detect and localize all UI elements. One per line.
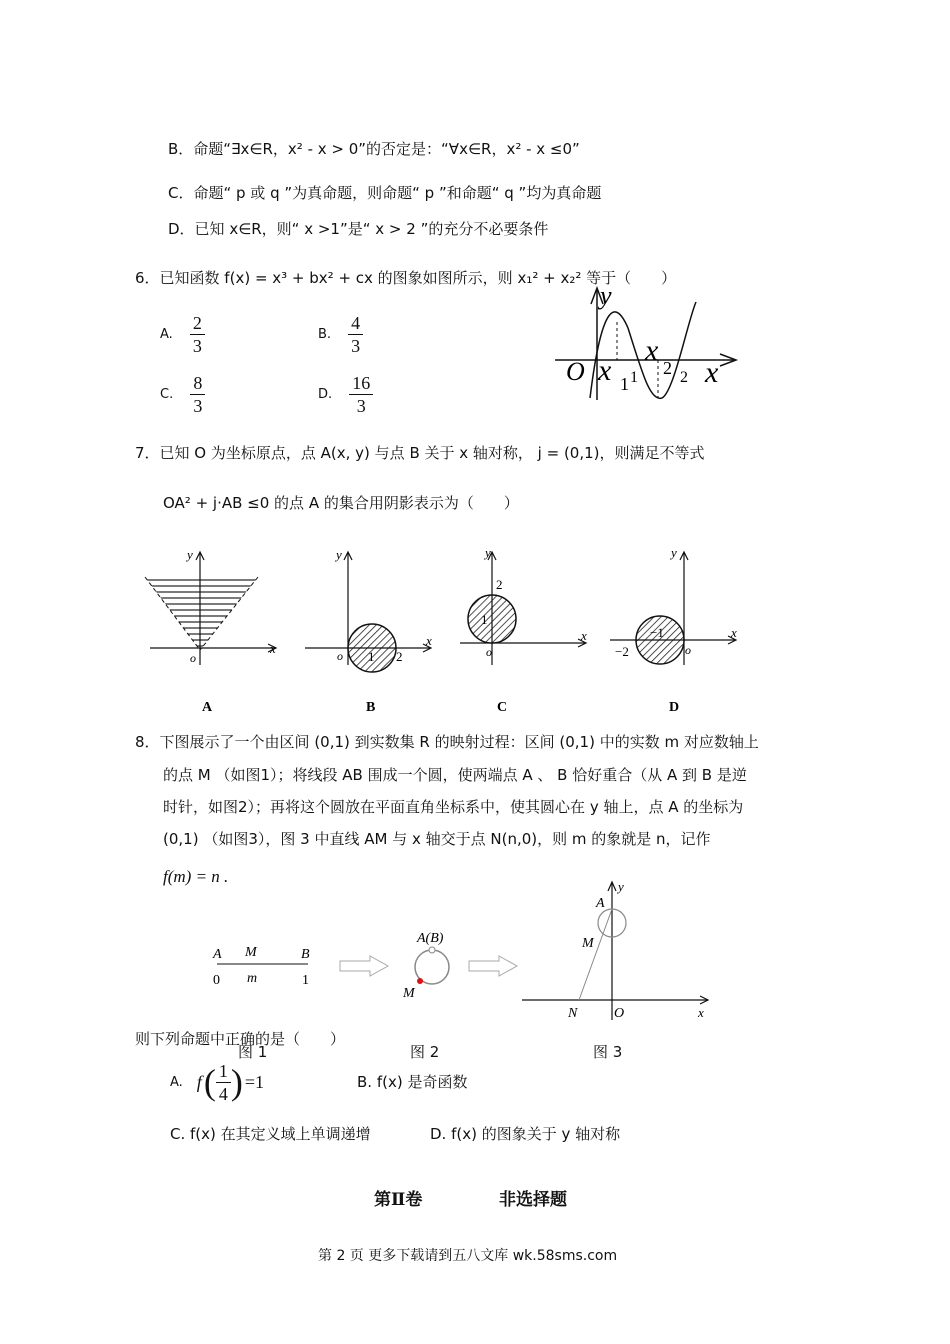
- q8-fig1-segment: [205, 940, 325, 990]
- q6-option-c: C. $\frac{8}{3}$: [160, 372, 205, 417]
- q7-d-label-x: x: [731, 625, 737, 640]
- q8-fig2-label-ab: A(B): [417, 931, 444, 946]
- q6-option-d: D. $\frac{16}{3}$: [318, 372, 373, 417]
- q6-label-x2-sub: 2: [663, 358, 672, 378]
- q6-cubic-graph: [550, 280, 750, 410]
- q7-d-caption: D: [669, 700, 680, 715]
- q6-label-x2: x: [645, 334, 659, 367]
- q7-graph-b: [300, 545, 450, 715]
- q8-fig1-label-0: 0: [213, 973, 220, 988]
- q7-d-mark-2: −2: [615, 644, 629, 659]
- q8-line-4: (0,1) （如图3），图 3 中直线 AM 与 x 轴交于点 N(n,0)，则 m 的象就是 n，记作: [163, 830, 711, 848]
- q6-d-den: 3: [356, 396, 366, 416]
- q6-stem: 6．已知函数 f(x) = x³ + bx² + cx 的图象如图所示，则 x₁² + x₂² 等于（ ）: [135, 269, 677, 287]
- q6-label-x1: x: [598, 354, 612, 387]
- q8-fig2-circle: [395, 925, 465, 1000]
- q6-c-num: 8: [190, 372, 205, 395]
- q8-fig1-label-1: 1: [302, 973, 309, 988]
- q8-fig3-caption: 图 3: [593, 1043, 623, 1061]
- q6-label-two: 2: [680, 369, 688, 386]
- q8-right-paren: ): [230, 1062, 243, 1102]
- page-footer: 第 2 页 更多下载请到五八文库 wk.58sms.com: [318, 1248, 618, 1264]
- q6-option-b: B. $\frac{4}{3}$: [318, 312, 363, 357]
- q8-fig2-point-m: [417, 978, 423, 984]
- q6-label-y: y: [600, 281, 612, 310]
- section-part: 第Ⅱ卷: [374, 1190, 423, 1210]
- q8-question: 则下列命题中正确的是（ ）: [135, 1030, 346, 1048]
- q6-d-num: 16: [349, 372, 373, 395]
- q8-fig1-label-m-small: m: [247, 971, 258, 986]
- q8-line-3: 时针，如图2）；再将这个圆放在平面直角坐标系中，使其圆心在 y 轴上，点 A 的坐标为: [163, 798, 744, 816]
- q7-c-mark-1: 1: [481, 612, 488, 627]
- q6-a-den: 3: [192, 336, 202, 356]
- q7-graph-a: [140, 545, 290, 715]
- q8-fig1-label-b: B: [301, 947, 310, 962]
- q7-b-label-y: y: [336, 547, 342, 562]
- q8-arrow-1-icon: [338, 955, 390, 977]
- section-title: 非选择题: [499, 1190, 567, 1210]
- q7-c-mark-2: 2: [496, 577, 503, 592]
- q8-fig3-label-x: x: [698, 1005, 704, 1020]
- q8-fig2-label-m: M: [403, 986, 415, 1001]
- q7-a-label-o: o: [190, 651, 196, 665]
- q8-fig2-caption: 图 2: [410, 1043, 440, 1061]
- q7-d-label-y: y: [671, 545, 677, 560]
- q7-a-label-x: x: [270, 641, 276, 656]
- q6-b-num: 4: [348, 312, 363, 335]
- q7-a-shaded-region: [145, 577, 258, 650]
- q8-line-5: f(m) = n .: [163, 867, 229, 886]
- q8-option-d: D. f(x) 的图象关于 y 轴对称: [430, 1125, 621, 1143]
- q8-line-1: 8．下图展示了一个由区间 (0,1) 到实数集 R 的映射过程：区间 (0,1) 中的实数 m 对应数轴上: [135, 733, 759, 751]
- q6-label-x: x: [705, 356, 719, 389]
- q8-fig3-label-o: O: [614, 1006, 625, 1021]
- q7-b-caption: B: [366, 700, 376, 715]
- q7-b-label-o: o: [337, 649, 343, 663]
- q5-option-d: D．已知 x∈R，则“ x >1”是“ x > 2 ”的充分不必要条件: [168, 220, 549, 238]
- q8-line-2: 的点 M （如图1）；将线段 AB 围成一个圆，使两端点 A 、 B 恰好重合（从 A 到 B 是逆: [163, 766, 747, 784]
- q7-graph-d: [605, 545, 755, 715]
- q8-option-a: A. f ( $\frac{1}{4}$ ) =1: [170, 1060, 264, 1104]
- q5-option-b: B．命题“∃x∈R，x² - x > 0”的否定是：“∀x∈R，x² - x ≤0”: [168, 140, 580, 158]
- q8-fig2-point-ab: [429, 947, 435, 953]
- q7-c-label-x: x: [581, 628, 587, 643]
- q8-option-b: B. f(x) 是奇函数: [357, 1073, 468, 1091]
- q8-fig3-label-n: N: [568, 1006, 578, 1021]
- q8-fig3-line-am: [579, 909, 612, 1000]
- q7-c-caption: C: [497, 700, 508, 715]
- q8-fig1-caption: 图 1: [238, 1043, 268, 1061]
- q7-d-label-o: o: [685, 643, 691, 657]
- q8-option-c: C. f(x) 在其定义域上单调递增: [170, 1125, 371, 1143]
- q8-fig1-label-m: M: [245, 945, 257, 960]
- q8-fig1-label-a: A: [213, 947, 222, 962]
- q8-fig3-label-a: A: [596, 896, 605, 911]
- q8-fig3-label-m: M: [582, 936, 594, 951]
- q7-a-label-y: y: [187, 547, 193, 562]
- q7-a-caption: A: [202, 700, 213, 715]
- q6-label-x1-sub: 1: [620, 374, 629, 394]
- q7-c-label-y: y: [485, 545, 491, 560]
- q6-c-den: 3: [193, 396, 203, 416]
- q7-graph-c: [455, 545, 605, 715]
- q7-condition: OA² + j·AB ≤0 的点 A 的集合用阴影表示为（ ）: [163, 494, 519, 512]
- q8-arrow-2-icon: [467, 955, 519, 977]
- q8-left-paren: (: [203, 1062, 216, 1102]
- q8-fig3-label-y: y: [618, 879, 624, 894]
- q7-b-mark-1: 1: [368, 649, 375, 664]
- q5-option-c: C．命题“ p 或 q ”为真命题，则命题“ p ”和命题“ q ”均为真命题: [168, 184, 602, 202]
- q7-b-label-x: x: [426, 633, 432, 648]
- q6-b-den: 3: [351, 336, 361, 356]
- q6-a-num: 2: [190, 312, 205, 335]
- q6-option-a: A. $\frac{2}{3}$: [160, 312, 205, 357]
- q7-c-label-o: o: [486, 645, 492, 659]
- q7-b-mark-2: 2: [396, 649, 403, 664]
- q7-d-mark-1: −1: [650, 625, 664, 640]
- q6-label-o: O: [566, 357, 585, 386]
- q8-fig3-coordinate: [518, 875, 718, 1035]
- q6-label-one: 1: [630, 369, 638, 386]
- q7-stem: 7．已知 O 为坐标原点，点 A(x, y) 与点 B 关于 x 轴对称， j = (0,1)，则满足不等式: [135, 444, 705, 462]
